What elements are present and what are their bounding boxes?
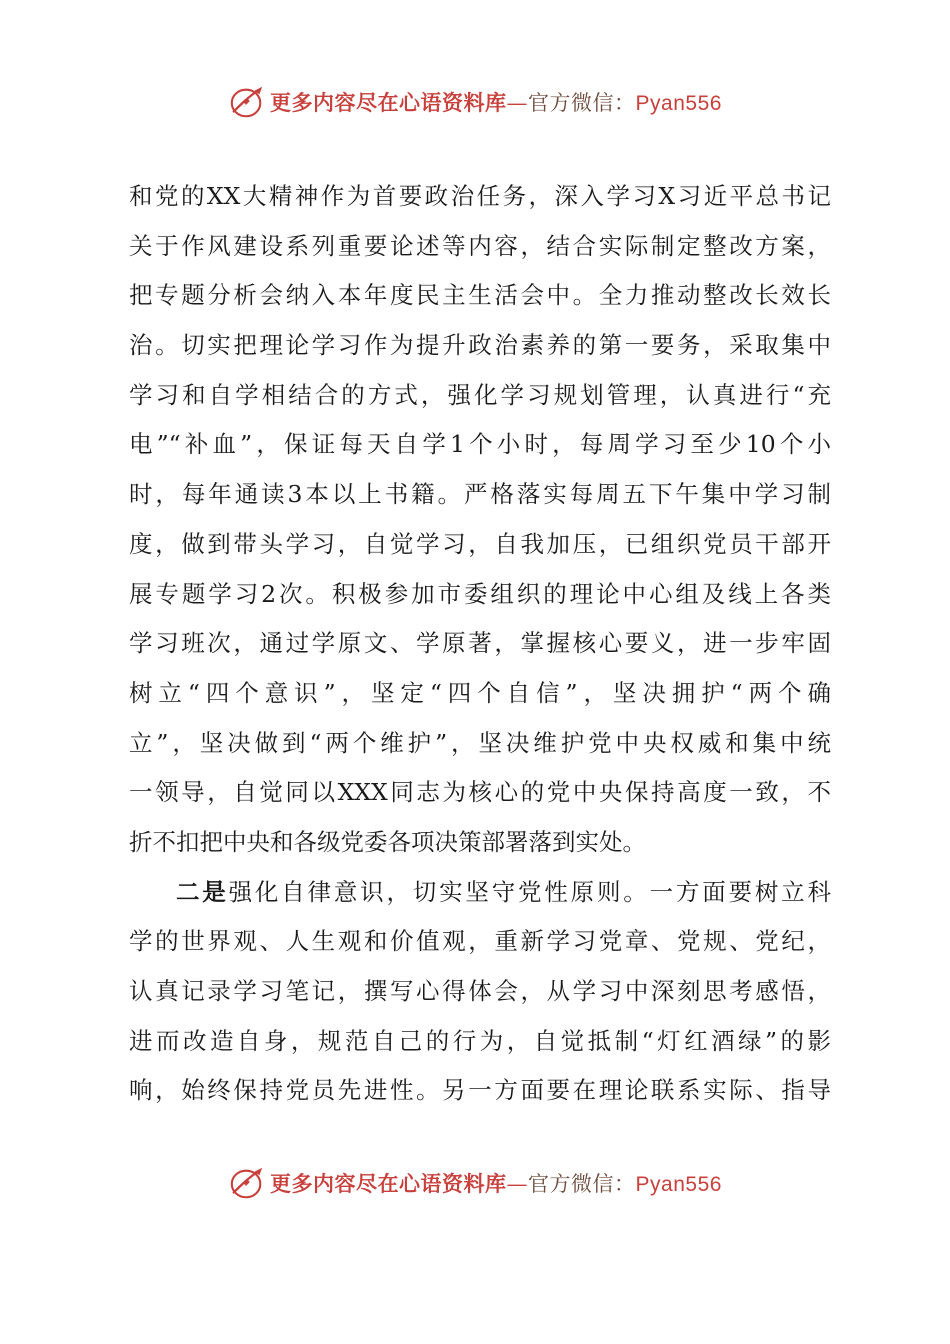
text-line: 学习班次，通过学原文、学原著，掌握核心要义，进一步牢固 bbox=[129, 629, 831, 658]
fountain-pen-logo-icon bbox=[228, 1164, 266, 1202]
paragraph-lead: 二是 bbox=[176, 877, 229, 906]
text-line: 时，每年通读3本以上书籍。严格落实每周五下午集中学习制 bbox=[129, 480, 831, 509]
text-line: 一领导，自觉同以XXX同志为核心的党中央保持高度一致，不 bbox=[129, 778, 831, 807]
footer-wechat-id: Pyan556 bbox=[635, 1173, 722, 1196]
footer-banner-text bbox=[270, 1168, 722, 1198]
text-line: 进而改造自身，规范自己的行为，自觉抵制“灯红酒绿”的影 bbox=[129, 1026, 831, 1055]
footer-brand-text: 更多内容尽在心语资料库 bbox=[270, 1171, 507, 1196]
paragraph-2 bbox=[129, 868, 831, 1116]
document-body bbox=[129, 172, 831, 1116]
header-dash: — bbox=[506, 91, 529, 115]
fountain-pen-logo-icon bbox=[228, 83, 266, 121]
text-line: 认真记录学习笔记，撰写心得体会，从学习中深刻思考感悟， bbox=[129, 977, 831, 1005]
footer-official-label: 官方微信： bbox=[528, 1172, 636, 1196]
text-line: 响，始终保持党员先进性。另一方面要在理论联系实际、指导 bbox=[129, 1076, 831, 1105]
text-line: 折不扣把中央和各级党委各项决策部署落到实处。 bbox=[129, 827, 646, 856]
text-line: 学习和自学相结合的方式，强化学习规划管理，认真进行“充 bbox=[129, 380, 831, 409]
text-line: 和党的XX大精神作为首要政治任务，深入学习X习近平总书记 bbox=[129, 182, 831, 210]
header-wechat-id: Pyan556 bbox=[635, 92, 722, 115]
header-official-label: 官方微信： bbox=[528, 91, 636, 115]
text-line: 电”“补血”，保证每天自学1个小时，每周学习至少10个小 bbox=[129, 430, 831, 459]
header-banner bbox=[0, 82, 950, 122]
text-line: 把专题分析会纳入本年度民主生活会中。全力推动整改长效长 bbox=[129, 281, 831, 310]
text-line: 展专题学习2次。积极参加市委组织的理论中心组及线上各类 bbox=[129, 579, 831, 608]
footer-dash: — bbox=[506, 1172, 529, 1196]
header-brand-text: 更多内容尽在心语资料库 bbox=[270, 90, 507, 115]
footer-banner bbox=[0, 1163, 950, 1203]
text-line: 度，做到带头学习，自觉学习，自我加压，已组织党员干部开 bbox=[129, 529, 831, 558]
header-banner-text bbox=[270, 87, 722, 117]
text-line: 立”，坚决做到“两个维护”，坚决维护党中央权威和集中统 bbox=[129, 728, 831, 757]
first-line-rest: 强化自律意识，切实坚守党性原则。一方面要树立科 bbox=[228, 877, 831, 906]
text-line-first bbox=[129, 868, 831, 918]
text-line: 学的世界观、人生观和价值观，重新学习党章、党规、党纪， bbox=[129, 927, 831, 956]
paragraph-1 bbox=[129, 172, 831, 868]
text-line: 治。切实把理论学习作为提升政治素养的第一要务，采取集中 bbox=[129, 331, 831, 360]
text-line: 关于作风建设系列重要论述等内容，结合实际制定整改方案， bbox=[129, 231, 831, 260]
text-line: 树立“四个意识”，坚定“四个自信”，坚决拥护“两个确 bbox=[129, 678, 831, 707]
